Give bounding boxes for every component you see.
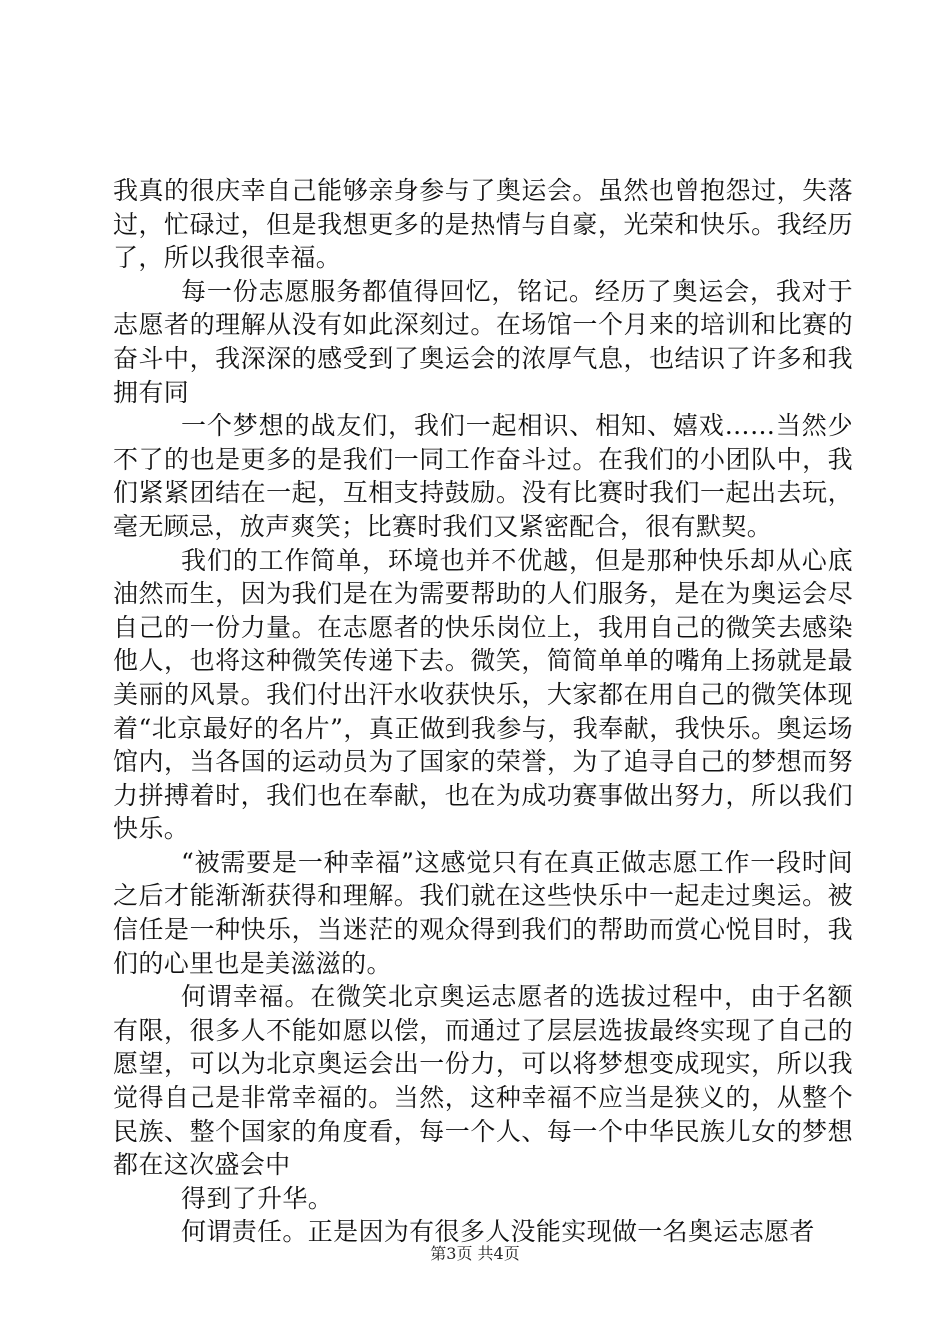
paragraph-5: “被需要是一种幸福”这感觉只有在真正做志愿工作一段时间之后才能渐渐获得和理解。我们就在这些快乐中一起走过奥运。被信任是一种快乐，当迷茫的观众得到我们的帮助而赏心悦目时，我们的心里也是美滋滋的。 (113, 847, 853, 978)
page-footer (0, 1244, 950, 1264)
paragraph-6: 何谓幸福。在微笑北京奥运志愿者的选拔过程中，由于名额有限，很多人不能如愿以偿，而通过了层层选拔最终实现了自己的愿望，可以为北京奥运会出一份力，可以将梦想变成现实，所以我觉得自己是非常幸福的。当然，这种幸福不应当是狭义的，从整个民族、整个国家的角度看，每一个人、每一个中华民族儿女的梦想都在这次盛会中 (113, 982, 853, 1180)
document-body (113, 174, 853, 1249)
page-number-label: 第3页 共4页 (430, 1244, 520, 1263)
paragraph-4: 我们的工作简单，环境也并不优越，但是那种快乐却从心底油然而生，因为我们是在为需要帮助的人们服务，是在为奥运会尽自己的一份力量。在志愿者的快乐岗位上，我用自己的微笑去感染他人，也将这种微笑传递下去。微笑，简简单单的嘴角上扬就是最美丽的风景。我们付出汗水收获快乐，大家都在用自己的微笑体现着“北京最好的名片”，真正做到我参与，我奉献，我快乐。奥运场馆内，当各国的运动员为了国家的荣誉，为了追寻自己的梦想而努力拼搏着时，我们也在奉献，也在为成功赛事做出努力，所以我们快乐。 (113, 545, 853, 844)
paragraph-7: 得到了升华。 (181, 1183, 334, 1213)
paragraph-1: 我真的很庆幸自己能够亲身参与了奥运会。虽然也曾抱怨过，失落过，忙碌过，但是我想更多的是热情与自豪，光荣和快乐。我经历了，所以我很幸福。 (113, 176, 853, 273)
paragraph-8: 何谓责任。正是因为有很多人没能实现做一名奥运志愿者 (181, 1217, 815, 1247)
paragraph-3: 一个梦想的战友们，我们一起相识、相知、嬉戏……当然少不了的也是更多的是我们一同工作奋斗过。在我们的小团队中，我们紧紧团结在一起，互相支持鼓励。没有比赛时我们一起出去玩，毫无顾忌，放声爽笑；比赛时我们又紧密配合，很有默契。 (113, 411, 853, 541)
paragraph-2: 每一份志愿服务都值得回忆，铭记。经历了奥运会，我对于志愿者的理解从没有如此深刻过。在场馆一个月来的培训和比赛的奋斗中，我深深的感受到了奥运会的浓厚气息，也结识了许多和我拥有同 (113, 276, 853, 407)
